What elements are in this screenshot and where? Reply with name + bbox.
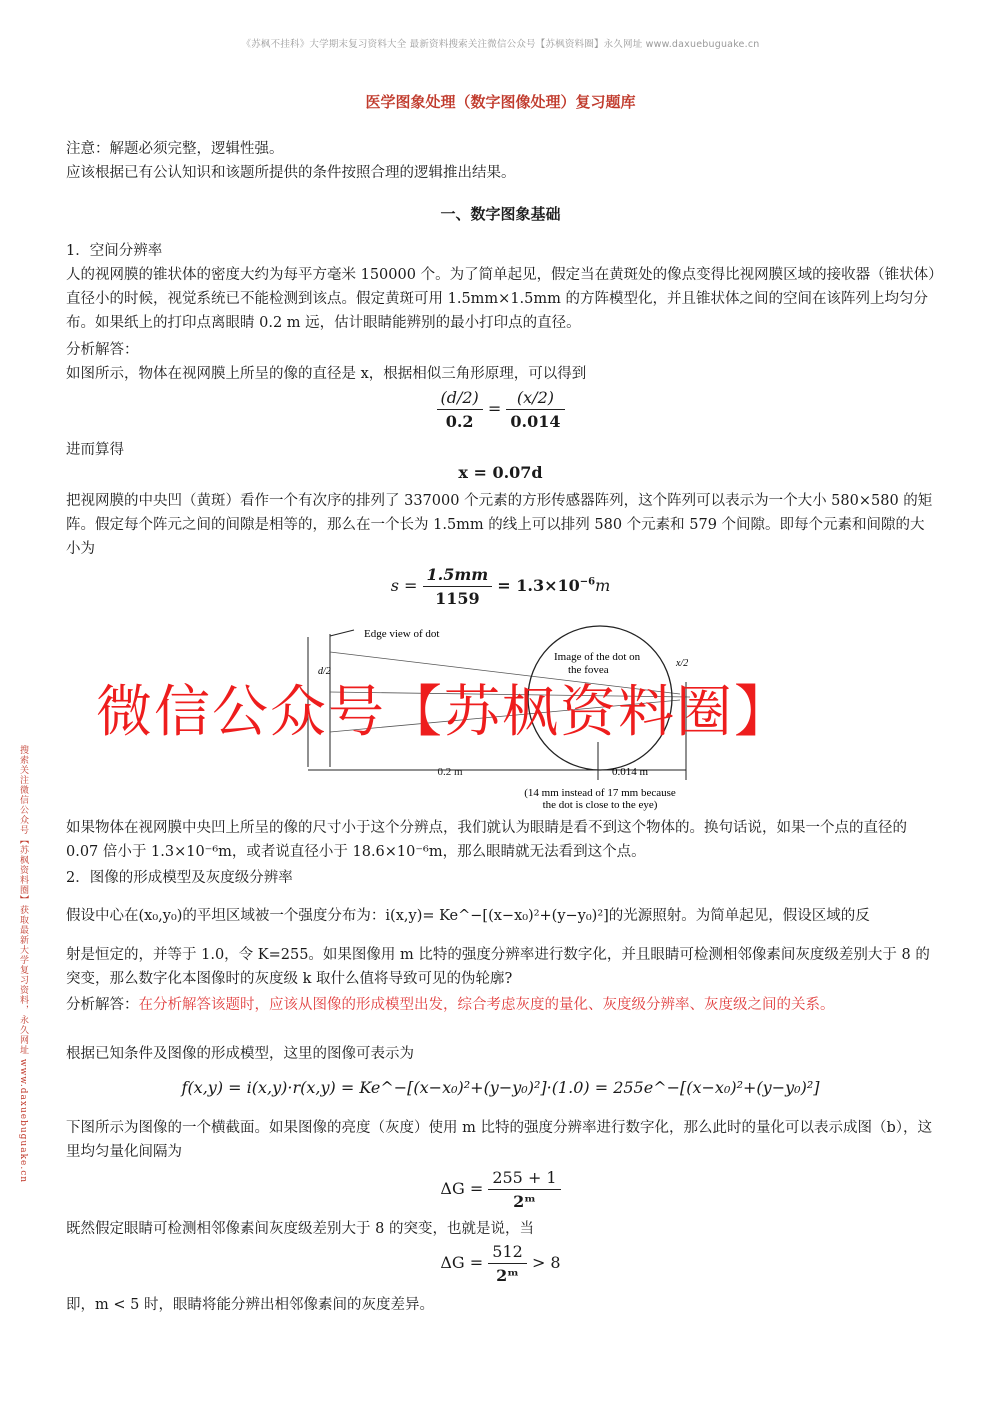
q1-equation-3 [0, 565, 1001, 608]
q1-equation-1 [0, 388, 1001, 431]
fraction-left [437, 388, 483, 431]
q1-body: 人的视网膜的锥状体的密度大约为每平方毫米 150000 个。为了简单起见，假定当在黄斑处的像点变得比视网膜区域的接收器（锥状体）直径小的时候，视觉系统已不能检测到该点。假定黄斑可用 1.5mm×1.5mm 的方阵模型化，并且锥状体之间的空间在该阵列上均匀分布。如果纸上的打印点离眼睛 0.2 m 远，估计眼睛能辨别的最小打印点的直径。 [66, 267, 936, 331]
distance-label-2: 0.014 m [611, 766, 649, 778]
q2-equation-1: f(x,y) = i(x,y)·r(x,y) = Ke^−[(x−x₀)²+(y−y₀)²]·(1.0) = 255e^−[(x−x₀)²+(y−y₀)²] [181, 1078, 820, 1097]
fraction-right-num: (x/2) [506, 388, 564, 410]
eq3-exp: −6 [579, 576, 596, 588]
q2-eq3-lhs: ΔG = [440, 1253, 484, 1272]
image-label-1: Image of the dot on [554, 651, 641, 663]
q2-body-line-1: 假设中心在(x₀,y₀)的平坦区域被一个强度分布为：i(x,y)= Ke^−[(x−x₀)²+(y−y₀)²]的光源照射。为简单起见，假设区域的反 [66, 908, 870, 924]
q2-eq3-num: 512 [488, 1242, 527, 1264]
distance-label-1: 0.2 m [437, 766, 463, 778]
q1-analysis-label: 分析解答： [66, 342, 139, 358]
q2-eq3-fraction [488, 1242, 527, 1285]
q2-analysis-note: 在分析解答该题时，应该从图像的形成模型出发，综合考虑灰度的量化、灰度级分辨率、灰度级之间的关系。 [138, 997, 835, 1013]
q2-paragraph-1: 根据已知条件及图像的形成模型，这里的图像可表示为 [66, 1046, 414, 1062]
q2-paragraph-2: 下图所示为图像的一个横截面。如果图像的亮度（灰度）使用 m 比特的强度分辨率进行数字化，那么此时的量化可以表示成图（b），这里均匀量化间隔为 [66, 1120, 932, 1160]
eq3-num: 1.5mm [423, 565, 493, 587]
q2-eq2-fraction [488, 1168, 560, 1211]
q2-eq2-num: 255 + 1 [488, 1168, 560, 1190]
q1-paragraph-3: 把视网膜的中央凹（黄斑）看作一个有次序的排列了 337000 个元素的方形传感器阵列，这个阵列可以表示为一个大小 580×580 的矩阵。假定每个阵元之间的间隙是相等的，那么在一个长为 1.5mm 的线上可以排列 580 个元素和 579 个间隙。即每个元素和间隙的大小为 [66, 493, 933, 557]
note-line-2: 应该根据已有公认知识和该题所提供的条件按照合理的逻辑推出结果。 [66, 165, 516, 181]
q1-heading: 1．空间分辨率 [66, 243, 163, 259]
x2-label: x/2 [676, 658, 689, 669]
q1-paragraph-2: 进而算得 [66, 442, 124, 458]
q1-equation-2: x = 0.07d [458, 463, 543, 482]
eq3-den: 1159 [435, 589, 480, 608]
q2-analysis [66, 993, 936, 1017]
fraction-left-num: (d/2) [437, 388, 483, 410]
q2-paragraph-4: 即，m < 5 时，眼睛将能分辨出相邻像素间的灰度差异。 [66, 1297, 434, 1313]
q2-paragraph-3: 既然假定眼睛可检测相邻像素间灰度级差别大于 8 的突变，也就是说，当 [66, 1221, 534, 1237]
q2-analysis-label: 分析解答： [66, 997, 139, 1013]
eq3-fraction [423, 565, 493, 608]
fraction-right [506, 388, 564, 431]
q2-eq2-den: 2ᵐ [513, 1192, 536, 1211]
fraction-right-den: 0.014 [510, 412, 561, 431]
q2-heading: 2．图像的形成模型及灰度级分辨率 [66, 870, 293, 886]
q2-eq2-lhs: ΔG = [440, 1179, 484, 1198]
eq3-lhs: s = [390, 576, 418, 595]
eq3-unit: m [595, 576, 611, 595]
edge-label: Edge view of dot [364, 628, 440, 640]
image-label-2: the fovea [568, 664, 609, 676]
q2-equation-3 [0, 1242, 1001, 1285]
page-header: 《苏枫不挂科》大学期末复习资料大全 最新资料搜索关注微信公众号【苏枫资料圈】永久网址 www.daxuebuguake.cn [241, 39, 760, 50]
note-line-1: 注意：解题必须完整，逻辑性强。 [66, 141, 284, 157]
q1-paragraph-1: 如图所示，物体在视网膜上所呈的像的直径是 x，根据相似三角形原理，可以得到 [66, 366, 587, 382]
q1-paragraph-4: 如果物体在视网膜中央凹上所呈的像的尺寸小于这个分辨点，我们就认为眼睛是看不到这个物体的。换句话说，如果一个点的直径的 0.07 倍小于 1.3×10⁻⁶m，或者说直径小于 18.6×10⁻⁶m，那么眼睛就无法看到这个点。 [66, 820, 907, 860]
fraction-left-den: 0.2 [445, 412, 474, 431]
edge-pointer [330, 630, 354, 636]
q2-equation-2 [0, 1168, 1001, 1211]
document-title: 医学图象处理（数字图像处理）复习题库 [365, 93, 636, 111]
caption-line-2: the dot is close to the eye) [542, 799, 658, 811]
equals-sign: = [487, 399, 502, 418]
q2-eq3-den: 2ᵐ [496, 1266, 519, 1285]
caption-line-1: (14 mm instead of 17 mm because [524, 787, 676, 799]
section-heading: 一、数字图象基础 [440, 205, 561, 223]
eq3-rhs: = 1.3×10 [497, 576, 580, 595]
d2-label: d/2 [318, 666, 331, 677]
side-note: 搜索关注微信公众号【苏枫资料圈】获取最新大学复习资料，永久网址 www.daxuebuguake.cn [18, 745, 28, 1184]
q2-eq3-rhs: > 8 [531, 1253, 561, 1272]
q2-body-line-2: 射是恒定的，并等于 1.0，令 K=255。如果图像用 m 比特的强度分辨率进行数字化，并且眼睛可检测相邻像素间灰度级差别大于 8 的突变，那么数字化本图像时的灰度级 k 取什么值将导致可见的伪轮廓? [66, 947, 930, 987]
watermark: 微信公众号【苏枫资料圈】 [96, 680, 792, 745]
